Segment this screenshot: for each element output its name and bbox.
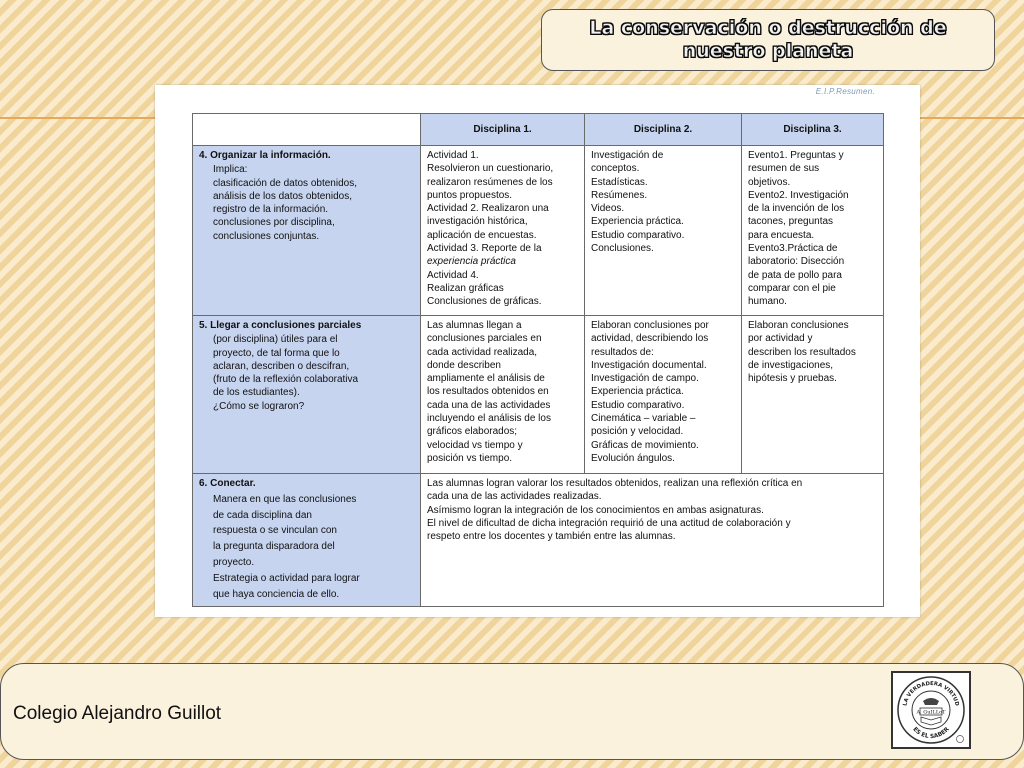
row-title: 5. Llegar a conclusiones parciales bbox=[199, 320, 362, 331]
column-header: Disciplina 2. bbox=[585, 114, 742, 146]
table-cell: Las alumnas llegan a conclusiones parciales en cada actividad realizada, donde describen ampliamente el análisis de los resultados obtenidos en cada una de las actividades incluyendo el análisis de los gráficos elaborados; velocidad vs tiempo y posición vs tiempo. bbox=[421, 316, 585, 474]
table-cell: Elaboran conclusiones por actividad y describen los resultados de investigaciones, hipótesis y pruebas. bbox=[742, 316, 884, 474]
table-cell: Investigación de conceptos. Estadísticas. Resúmenes. Videos. Experiencia práctica. Estudio comparativo. Conclusiones. bbox=[585, 146, 742, 316]
table-row bbox=[193, 146, 884, 316]
project-table bbox=[192, 113, 884, 607]
row-description: (por disciplina) útiles para el proyecto, de tal forma que lo aclaran, describen o descifran, (fruto de la reflexión colaborativa de los estudiantes). ¿Cómo se lograron? bbox=[213, 334, 359, 412]
table-corner-cell bbox=[193, 114, 421, 146]
table-cell: Evento1. Preguntas y resumen de sus objetivos. Evento2. Investigación de la invención de los tacones, preguntas para encuesta. Evento3.Práctica de laboratorio: Disección de pata de pollo para comparar con el pie humano. bbox=[742, 146, 884, 316]
table-cell: Elaboran conclusiones por actividad, describiendo los resultados de: Investigación documental. Investigación de campo. Experiencia práctica. Estudio comparativo. Cinemática – variable – posición y velocidad. Gráficas de movimiento. Evolución ángulos. bbox=[585, 316, 742, 474]
row-header bbox=[193, 146, 421, 316]
school-name: Colegio Alejandro Guillot bbox=[13, 703, 222, 724]
seal-text-bottom: ES EL SABER bbox=[911, 726, 951, 741]
seal-text-top: LA VERDADERA VIRTUD bbox=[902, 680, 960, 707]
row-description: Implica: clasificación de datos obtenidos, análisis de los datos obtenidos, registro de la información. conclusiones por disciplina, conclusiones conjuntas. bbox=[213, 164, 357, 242]
seal-text-center: A. GuILLoT bbox=[916, 709, 946, 716]
row-title: 6. Conectar. bbox=[199, 478, 256, 489]
table-header-row bbox=[193, 114, 884, 146]
row-title: 4. Organizar la información. bbox=[199, 150, 331, 161]
document-image bbox=[155, 85, 920, 617]
row-description: Manera en que las conclusiones de cada disciplina dan respuesta o se vinculan con la pregunta disparadora del proyecto. Estrategia o actividad para lograr que haya conciencia de ello. bbox=[213, 493, 360, 600]
svg-text:ES EL SABER bbox=[911, 726, 951, 740]
table-row bbox=[193, 474, 884, 607]
table-cell: Actividad 1. Resolvieron un cuestionario, realizaron resúmenes de los puntos propuestos. Actividad 2. Realizaron una investigación histórica, aplicación de encuestas. Actividad 3. Reporte de la experiencia práctica Actividad 4. Realizan gráficas Conclusiones de gráficas. bbox=[421, 146, 585, 316]
doc-header-note: E.I.P.Resumen. bbox=[815, 87, 875, 96]
school-seal-icon bbox=[891, 671, 971, 749]
merged-cell: Las alumnas logran valorar los resultados obtenidos, realizan una reflexión crítica en cada una de las actividades realizadas. Asímismo logran la integración de los conocimientos en ambas asignaturas. El nivel de dificultad de dicha integración requirió de una actitud de colaboración y respeto entre los docentes y también entre las alumnas. bbox=[421, 474, 884, 607]
slide-title: La conservación o destrucción de nuestro planeta bbox=[589, 17, 947, 62]
title-box bbox=[541, 9, 995, 71]
row-header bbox=[193, 316, 421, 474]
column-header: Disciplina 3. bbox=[742, 114, 884, 146]
row-header bbox=[193, 474, 421, 607]
column-header: Disciplina 1. bbox=[421, 114, 585, 146]
table-row bbox=[193, 316, 884, 474]
